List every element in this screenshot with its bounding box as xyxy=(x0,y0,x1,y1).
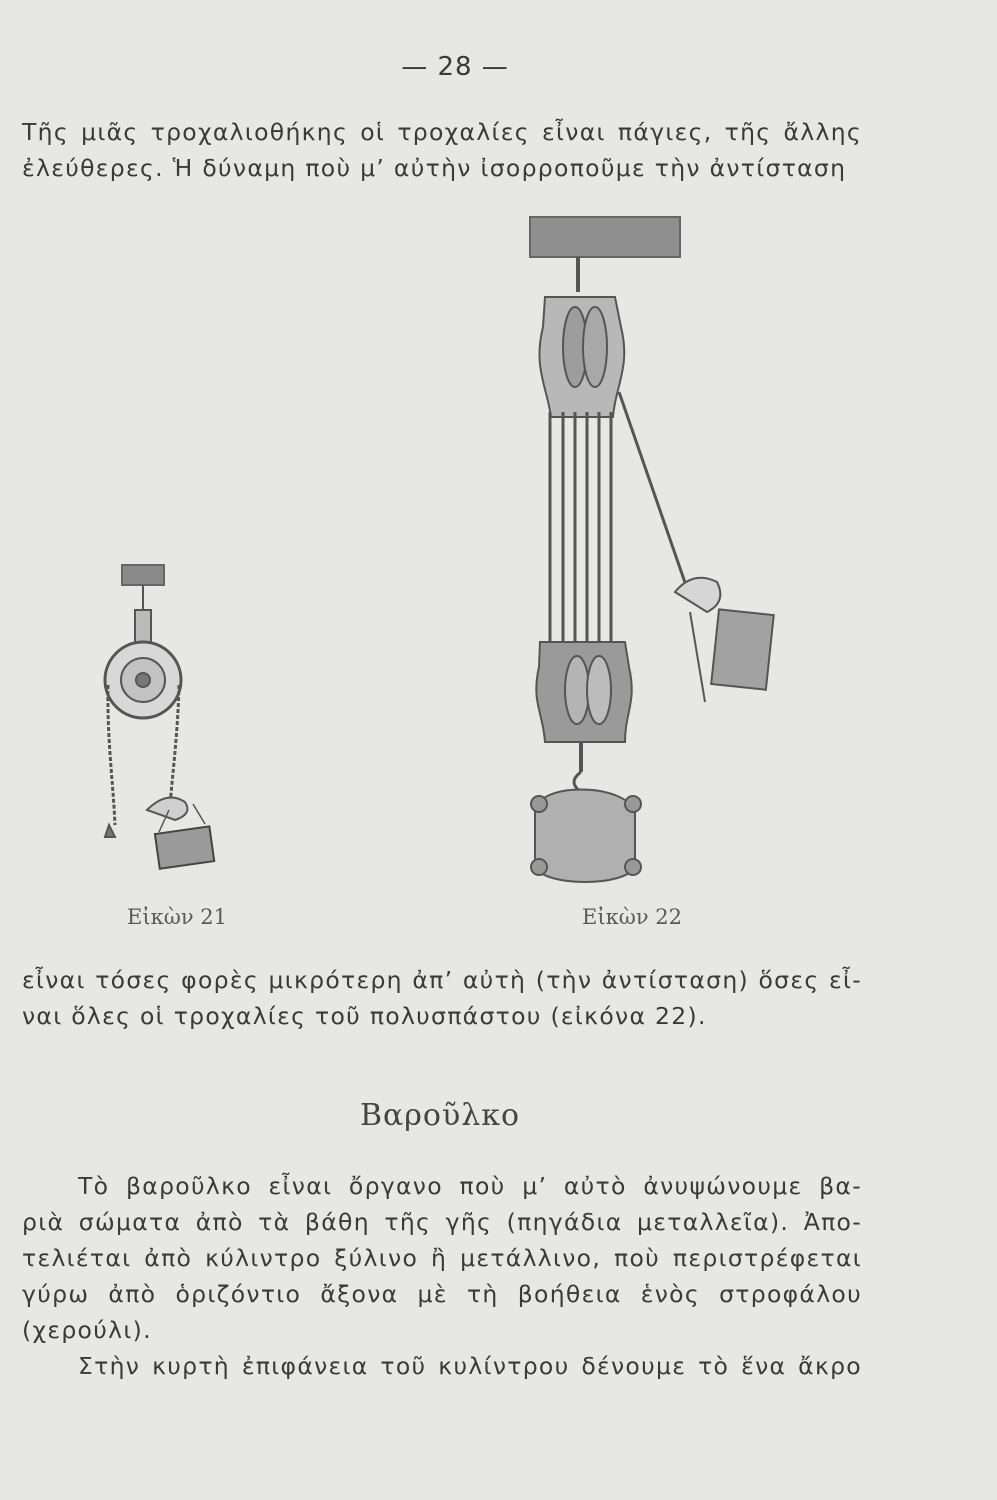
after-figures-paragraph xyxy=(22,962,862,1034)
text-line: εἶναι τόσες φορὲς μικρότερη ἀπ’ αὐτὴ (τὴν ἀντίσταση) ὅσες εἶ- xyxy=(22,966,862,994)
text-line: ριὰ σώματα ἀπὸ τὰ βάθη τῆς γῆς (πηγάδια μεταλλεῖα). Ἀπο- xyxy=(22,1208,862,1236)
section-paragraph xyxy=(22,1168,862,1384)
text-line: Τὸ βαροῦλκο εἶναι ὄργανο ποὺ μ’ αὐτὸ ἀνυψώνουμε βα- xyxy=(78,1172,862,1200)
text-line: ναι ὅλες οἱ τροχαλίες τοῦ πολυσπάστου (εἰκόνα 22). xyxy=(22,1002,707,1030)
text-line: τελιέται ἀπὸ κύλιντρο ξύλινο ἢ μετάλλινο, ποὺ περιστρέφεται xyxy=(22,1244,862,1272)
text-line: Τῆς μιᾶς τροχαλιοθήκης οἱ τροχαλίες εἶναι πάγιες, τῆς ἄλλης xyxy=(22,118,862,146)
figure-21-caption: Εἰκὼν 21 xyxy=(127,905,227,929)
section-title: Βαροῦλκο xyxy=(359,1098,521,1133)
page-number: — 28 — xyxy=(401,52,509,82)
text-line: ἐλεύθερες. Ἡ δύναμη ποὺ μ’ αὐτὴν ἰσορροποῦμε τὴν ἀντίσταση xyxy=(22,154,847,182)
text-line: (χερούλι). xyxy=(22,1316,152,1344)
text-line: Στὴν κυρτὴ ἐπιφάνεια τοῦ κυλίντρου δένουμε τὸ ἕνα ἄκρο xyxy=(78,1352,862,1380)
figure-22-caption: Εἰκὼν 22 xyxy=(582,905,682,929)
text-line: γύρω ἀπὸ ὁριζόντιο ἄξονα μὲ τὴ βοήθεια ἑνὸς στροφάλου xyxy=(22,1280,862,1308)
intro-paragraph xyxy=(22,114,862,186)
figure-21-pulley-illustration xyxy=(95,560,235,900)
figure-22-polyspast-illustration xyxy=(515,212,790,892)
